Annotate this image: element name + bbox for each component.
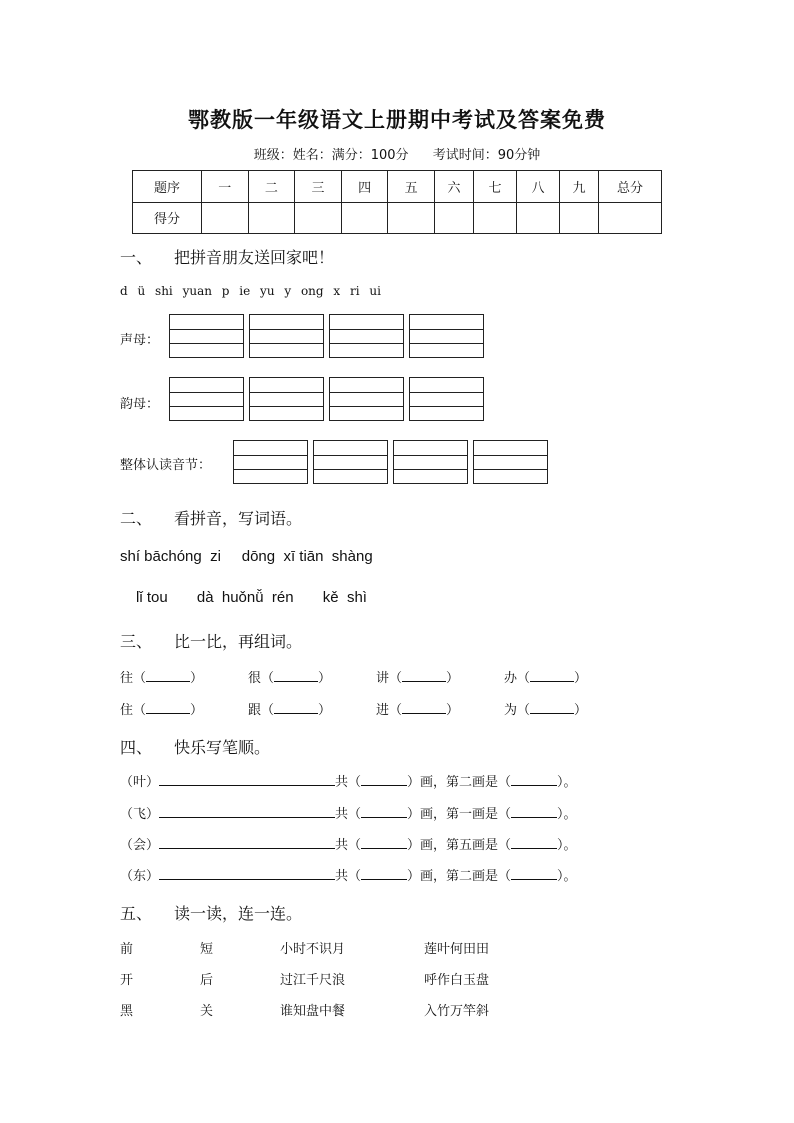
yunmu-writing-grid (169, 377, 484, 421)
score-header-cell: 总分 (599, 171, 662, 203)
match-item[interactable]: 前 (120, 942, 134, 957)
match-item[interactable]: 入竹万竿斜 (424, 1004, 490, 1019)
pinyin-words-line-1: shí bāchóng zi dōng xī tiān shàng (120, 548, 373, 565)
score-header-cell: 一 (202, 171, 249, 203)
section-number: 一、 (120, 248, 153, 267)
stroke-text: ）。 (557, 807, 577, 822)
bracket-open: （ (389, 703, 403, 718)
score-cell[interactable] (341, 202, 388, 234)
stroke-name-blank[interactable] (511, 773, 557, 786)
score-header-cell: 二 (248, 171, 295, 203)
bracket-open: （ (133, 703, 147, 718)
bracket-close: ） (190, 671, 204, 686)
answer-blank[interactable] (274, 701, 318, 714)
bracket-close: ） (574, 703, 588, 718)
match-item[interactable]: 短 (200, 942, 214, 957)
stroke-text: ）画，第二画是（ (407, 775, 512, 790)
stroke-text: 共（ (335, 838, 362, 853)
answer-blank[interactable] (146, 669, 190, 682)
answer-blank[interactable] (530, 669, 574, 682)
shengmu-writing-grid (169, 314, 484, 358)
bracket-close: ） (190, 703, 204, 718)
bracket-close: ） (574, 671, 588, 686)
stroke-order-row (120, 771, 577, 790)
stroke-count-blank[interactable] (361, 773, 407, 786)
compare-row-1 (120, 667, 203, 686)
stroke-order-row (120, 803, 577, 822)
exam-info-class-name-score: 班级：姓名：满分：100分 (253, 148, 409, 163)
score-header-cell: 九 (560, 171, 599, 203)
answer-blank[interactable] (274, 669, 318, 682)
compare-char: 办 (504, 671, 518, 686)
pinyin-words-line-2: lǐ tou dà huǒnǚ rén kě shì (136, 589, 367, 606)
stroke-char: （会） (120, 838, 160, 853)
section-number: 二、 (120, 509, 153, 528)
stroke-order-row (120, 834, 577, 853)
zhengti-label: 整体认读音节： (120, 458, 212, 473)
stroke-count-blank[interactable] (361, 836, 407, 849)
stroke-text: ）。 (557, 838, 577, 853)
bracket-close: ） (446, 671, 460, 686)
answer-blank[interactable] (530, 701, 574, 714)
compare-char: 进 (376, 703, 390, 718)
compare-char: 讲 (376, 671, 390, 686)
score-cell[interactable] (474, 202, 517, 234)
section-number: 四、 (120, 738, 153, 757)
match-item[interactable]: 呼作白玉盘 (424, 973, 490, 988)
score-table-header-row (133, 171, 662, 203)
bracket-close: ） (318, 703, 332, 718)
stroke-text: ）画，第一画是（ (407, 807, 512, 822)
compare-char: 为 (504, 703, 518, 718)
yunmu-label: 韵母： (120, 397, 160, 412)
compare-row-1 (248, 667, 331, 686)
score-cell[interactable] (295, 202, 342, 234)
match-item[interactable]: 开 (120, 973, 134, 988)
match-item[interactable]: 过江千尺浪 (280, 973, 346, 988)
match-item[interactable]: 关 (200, 1004, 214, 1019)
stroke-order-row (120, 865, 577, 884)
answer-blank[interactable] (402, 701, 446, 714)
stroke-writing-line[interactable] (159, 867, 335, 880)
match-item[interactable]: 谁知盘中餐 (280, 1004, 346, 1019)
score-header-cell: 五 (388, 171, 435, 203)
score-cell[interactable] (517, 202, 560, 234)
score-header-cell: 八 (517, 171, 560, 203)
bracket-open: （ (261, 703, 275, 718)
writing-box[interactable] (313, 440, 388, 484)
section-5-heading (120, 901, 302, 924)
stroke-count-blank[interactable] (361, 867, 407, 880)
match-item[interactable]: 莲叶何田田 (424, 942, 490, 957)
compare-row-2 (376, 699, 459, 718)
compare-char: 很 (248, 671, 262, 686)
score-header-cell: 四 (341, 171, 388, 203)
stroke-name-blank[interactable] (511, 867, 557, 880)
stroke-char: （叶） (120, 775, 160, 790)
exam-info-time: 考试时间：90分钟 (432, 148, 541, 163)
score-header-cell: 六 (435, 171, 474, 203)
compare-row-2 (120, 699, 203, 718)
score-cell[interactable] (435, 202, 474, 234)
section-2-heading (120, 506, 302, 529)
score-header-cell: 题序 (133, 171, 202, 203)
stroke-text: 共（ (335, 775, 362, 790)
stroke-char: （东） (120, 869, 160, 884)
score-cell[interactable] (560, 202, 599, 234)
bracket-open: （ (133, 671, 147, 686)
score-cell[interactable] (248, 202, 295, 234)
stroke-text: 共（ (335, 869, 362, 884)
stroke-text: ）画，第五画是（ (407, 838, 512, 853)
match-item[interactable]: 黑 (120, 1004, 134, 1019)
score-table-score-row (133, 202, 662, 234)
stroke-text: ）。 (557, 775, 577, 790)
writing-box[interactable] (169, 377, 244, 421)
writing-box[interactable] (249, 377, 324, 421)
section-title: 快乐写笔顺。 (174, 738, 271, 757)
stroke-count-blank[interactable] (361, 805, 407, 818)
stroke-writing-line[interactable] (159, 836, 335, 849)
writing-box[interactable] (169, 314, 244, 358)
score-cell[interactable] (599, 202, 662, 234)
section-4-heading (120, 735, 270, 758)
page-title: 鄂教版一年级语文上册期中考试及答案免费 (188, 107, 606, 132)
writing-box[interactable] (329, 377, 404, 421)
answer-blank[interactable] (146, 701, 190, 714)
bracket-close: ） (318, 671, 332, 686)
section-title: 读一读，连一连。 (174, 904, 303, 923)
compare-row-1 (376, 667, 459, 686)
bracket-open: （ (517, 671, 531, 686)
bracket-close: ） (446, 703, 460, 718)
compare-char: 往 (120, 671, 134, 686)
answer-blank[interactable] (402, 669, 446, 682)
score-row-label: 得分 (133, 202, 202, 234)
match-item[interactable]: 后 (200, 973, 214, 988)
exam-info (0, 144, 794, 163)
section-title: 把拼音朋友送回家吧！ (174, 248, 335, 267)
score-header-cell: 七 (474, 171, 517, 203)
bracket-open: （ (261, 671, 275, 686)
writing-box[interactable] (473, 440, 548, 484)
section-number: 三、 (120, 632, 153, 651)
score-cell[interactable] (202, 202, 249, 234)
stroke-char: （飞） (120, 807, 160, 822)
compare-row-2 (248, 699, 331, 718)
writing-box[interactable] (409, 314, 484, 358)
shengmu-label: 声母： (120, 333, 160, 348)
compare-row-2 (504, 699, 587, 718)
stroke-writing-line[interactable] (159, 805, 335, 818)
bracket-open: （ (517, 703, 531, 718)
match-item[interactable]: 小时不识月 (280, 942, 346, 957)
section-title: 比一比，再组词。 (174, 632, 303, 651)
stroke-text: ）画，第二画是（ (407, 869, 512, 884)
section-number: 五、 (120, 904, 153, 923)
writing-box[interactable] (409, 377, 484, 421)
writing-box[interactable] (329, 314, 404, 358)
zhengti-writing-grid (233, 440, 548, 484)
score-header-cell: 三 (295, 171, 342, 203)
section-3-heading (120, 629, 302, 652)
bracket-open: （ (389, 671, 403, 686)
section-1-heading (120, 245, 334, 268)
stroke-text: ）。 (557, 869, 577, 884)
writing-box[interactable] (249, 314, 324, 358)
score-table (132, 170, 662, 234)
stroke-writing-line[interactable] (159, 773, 335, 786)
compare-char: 跟 (248, 703, 262, 718)
score-cell[interactable] (388, 202, 435, 234)
pinyin-list: d ü shi yuan p ie yu y ong x ri ui (120, 284, 381, 298)
compare-row-1 (504, 667, 587, 686)
stroke-name-blank[interactable] (511, 805, 557, 818)
stroke-text: 共（ (335, 807, 362, 822)
compare-char: 住 (120, 703, 134, 718)
writing-box[interactable] (393, 440, 468, 484)
writing-box[interactable] (233, 440, 308, 484)
stroke-name-blank[interactable] (511, 836, 557, 849)
section-title: 看拼音，写词语。 (174, 509, 303, 528)
